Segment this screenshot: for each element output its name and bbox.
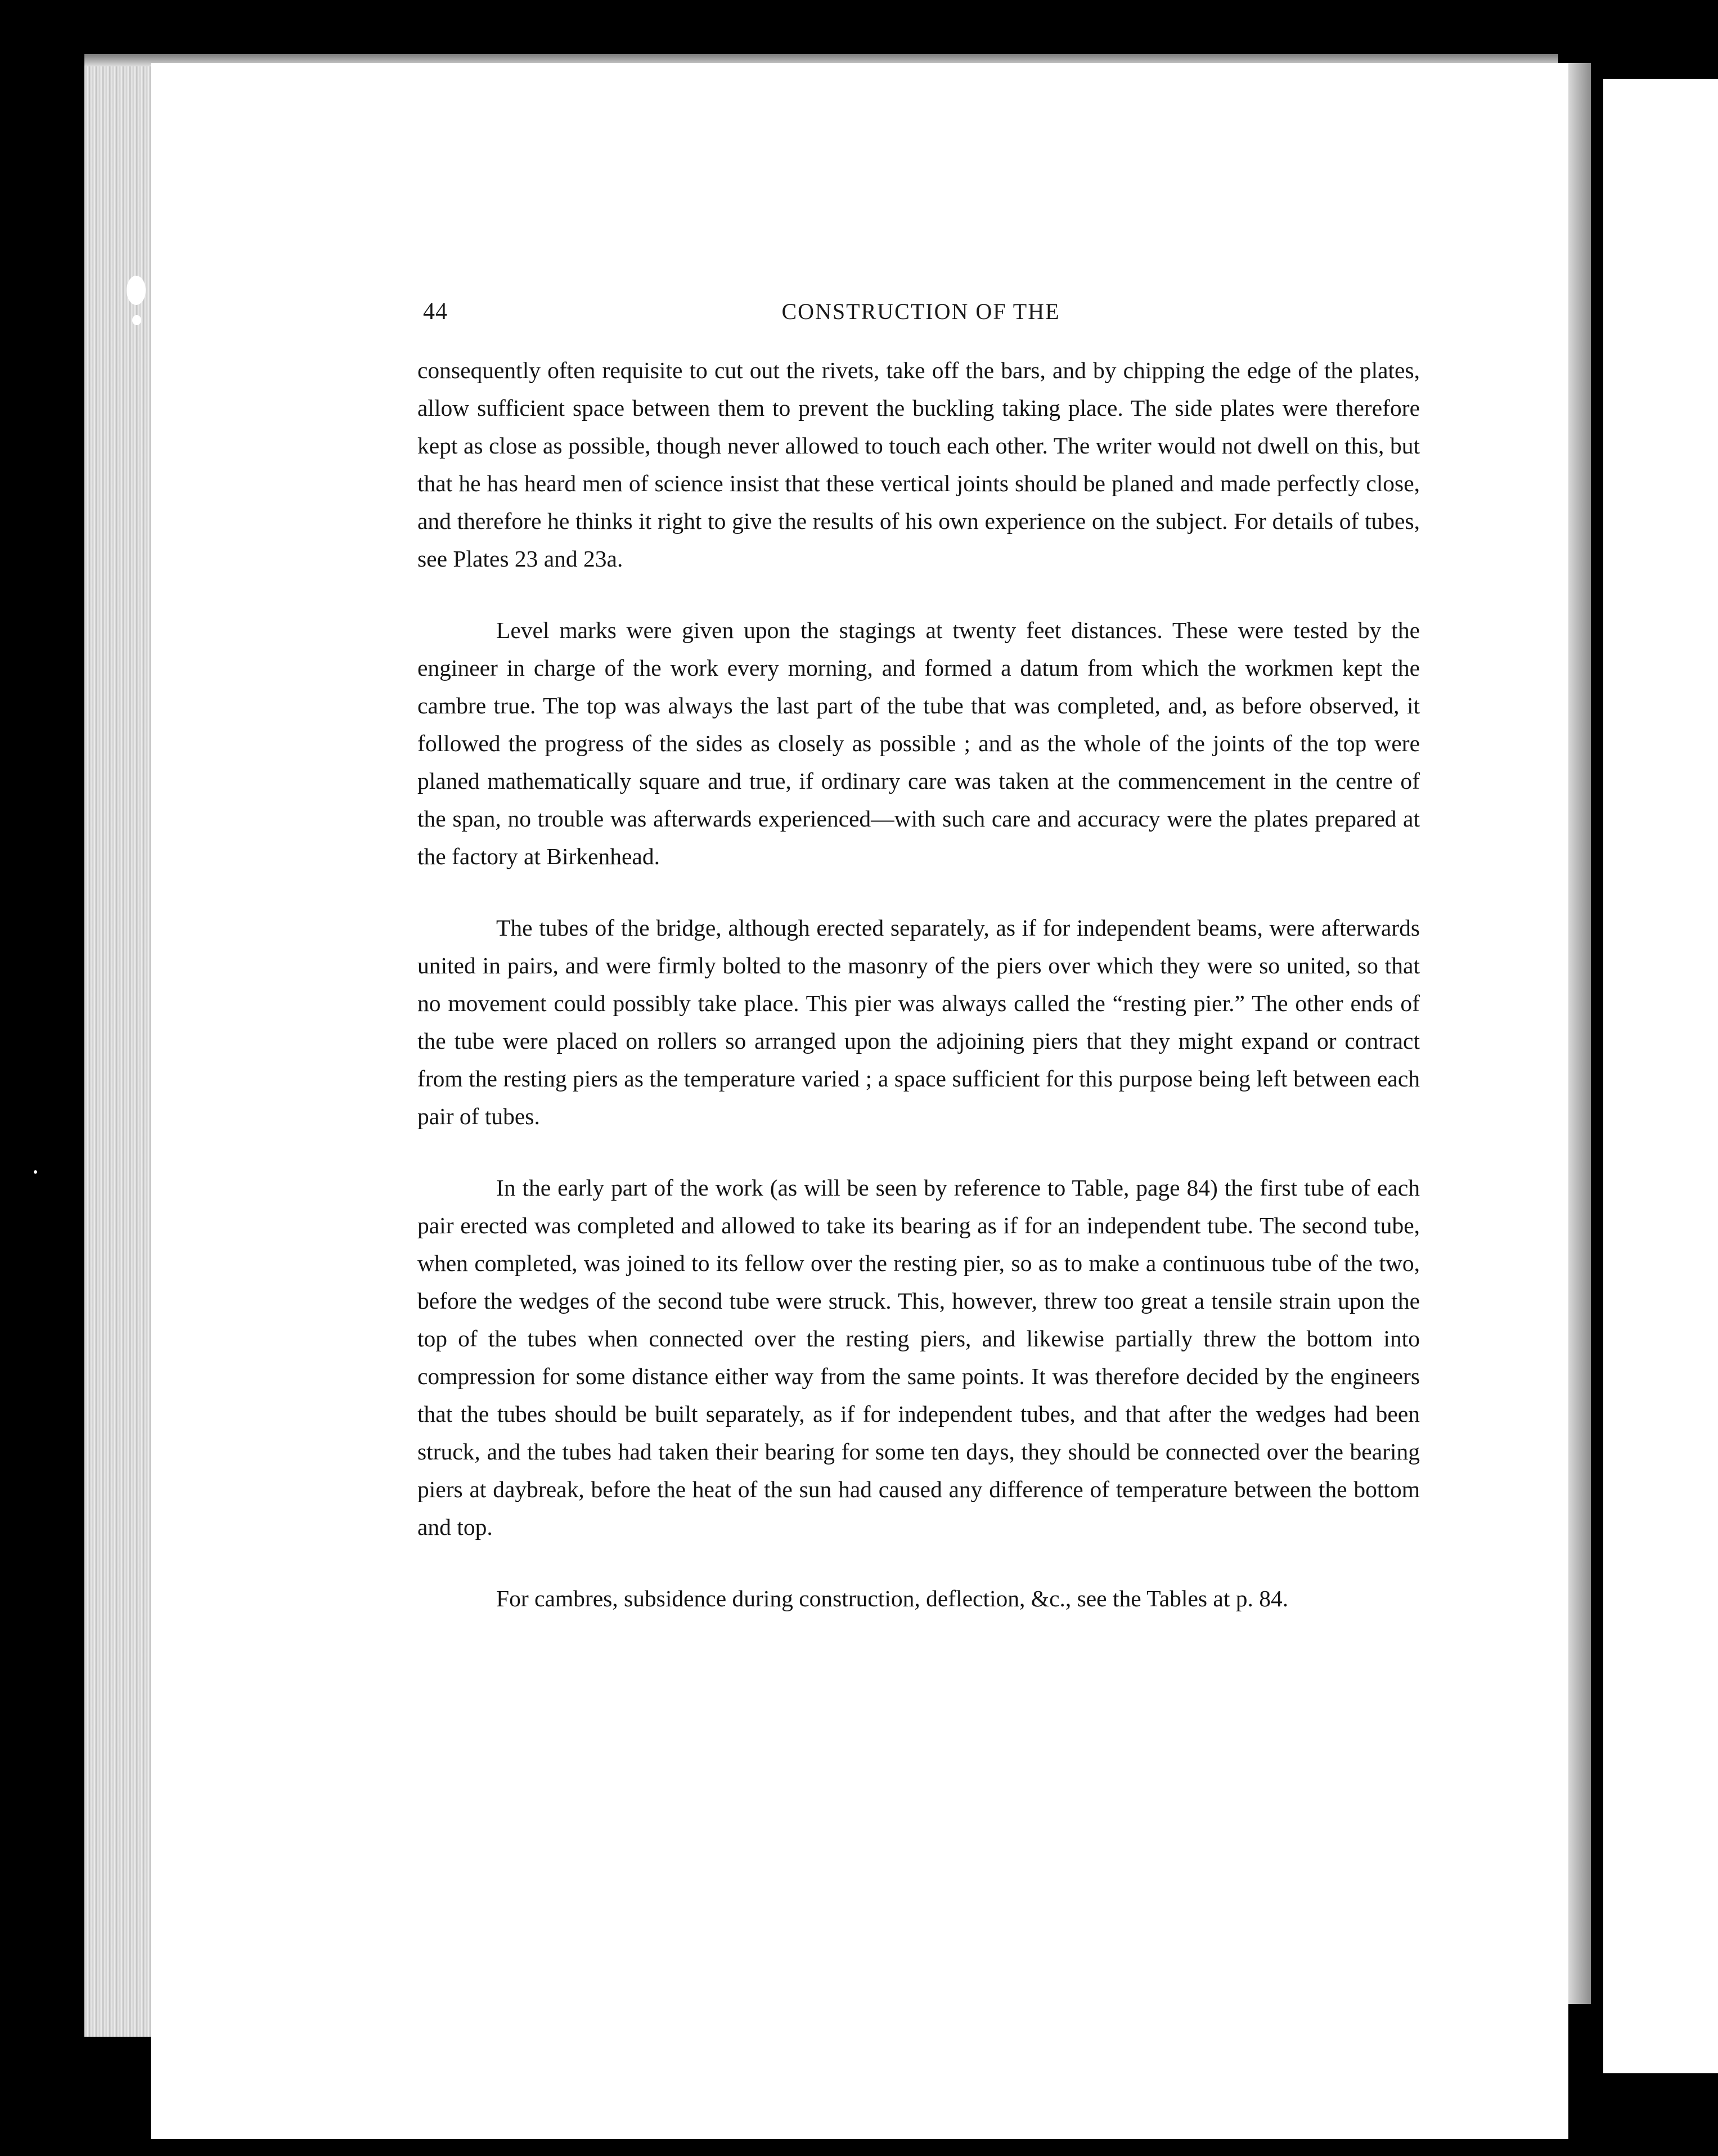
paragraph-2: Level marks were given upon the stagings at twenty feet distances. These were tested by the engineer in charge of the work every morning, and formed a datum from which the workmen kept the cambre true. The top was always the last part of the tube that was completed, and, as before observed, it followed the progress of the sides as closely as possible ; and as the whole of the joints of the top were planed mathematically square and true, if ordinary care was taken at the commencement in the centre of the span, no trouble was afterwards experienced—with such care and accuracy were the plates prepared at the factory at Birkenhead.	[417, 617, 1420, 869]
book-page-edges	[84, 56, 153, 2037]
page-gutter-shadow	[1568, 63, 1591, 2004]
paragraph-4: In the early part of the work (as will be seen by reference to Table, page 84) the first tube of each pair erected was completed and allowed to take its bearing as if for an independent tube. The second tube, when completed, was joined to its fellow over the resting pier, so as to make a continuous tube of the two, before the wedges of the second tube were struck. This, however, threw too great a tensile strain upon the top of the tubes when connected over the resting piers, and likewise partially threw the bottom into compression for some distance either way from the same points. It was therefore decided by the engineers that the tubes should be built separately, as if for independent tubes, and that after the wedges had been struck, and the tubes had taken their bearing for some ten days, they should be connected over the bearing piers at daybreak, before the heat of the sun had caused any difference of temperature between the bottom and top.	[417, 1175, 1420, 1540]
page-number: 44	[423, 299, 448, 325]
paragraph-1: consequently often requisite to cut out the rivets, take off the bars, and by chipping the edge of the plates, allow sufficient space between them to prevent the buckling taking place. The side plates were therefore kept as close as possible, though never allowed to touch each other. The writer would not dwell on this, but that he has heard men of science insist that these vertical joints should be planed and made perfectly close, and therefore he thinks it right to give the results of his own experience on the subject. For details of tubes, see Plates 23 and 23a.	[417, 357, 1420, 572]
body-text	[417, 352, 1420, 1651]
running-title: CONSTRUCTION OF THE	[781, 299, 1060, 324]
running-head	[423, 298, 1419, 332]
paragraph-3: The tubes of the bridge, although erected separately, as if for independent beams, were afterwards united in pairs, and were firmly bolted to the masonry of the piers over which they were so united, so that no movement could possibly take place. This pier was always called the “resting pier.” The other ends of the tube were placed on rollers so arranged upon the adjoining piers that they might expand or contract from the resting piers as the temperature varied ; a space sufficient for this purpose being left between each pair of tubes.	[417, 915, 1420, 1129]
facing-page-edge	[1603, 79, 1718, 2073]
closing-note: For cambres, subsidence during construction, deflection, &c., see the Tables at p. 84.	[496, 1585, 1289, 1611]
